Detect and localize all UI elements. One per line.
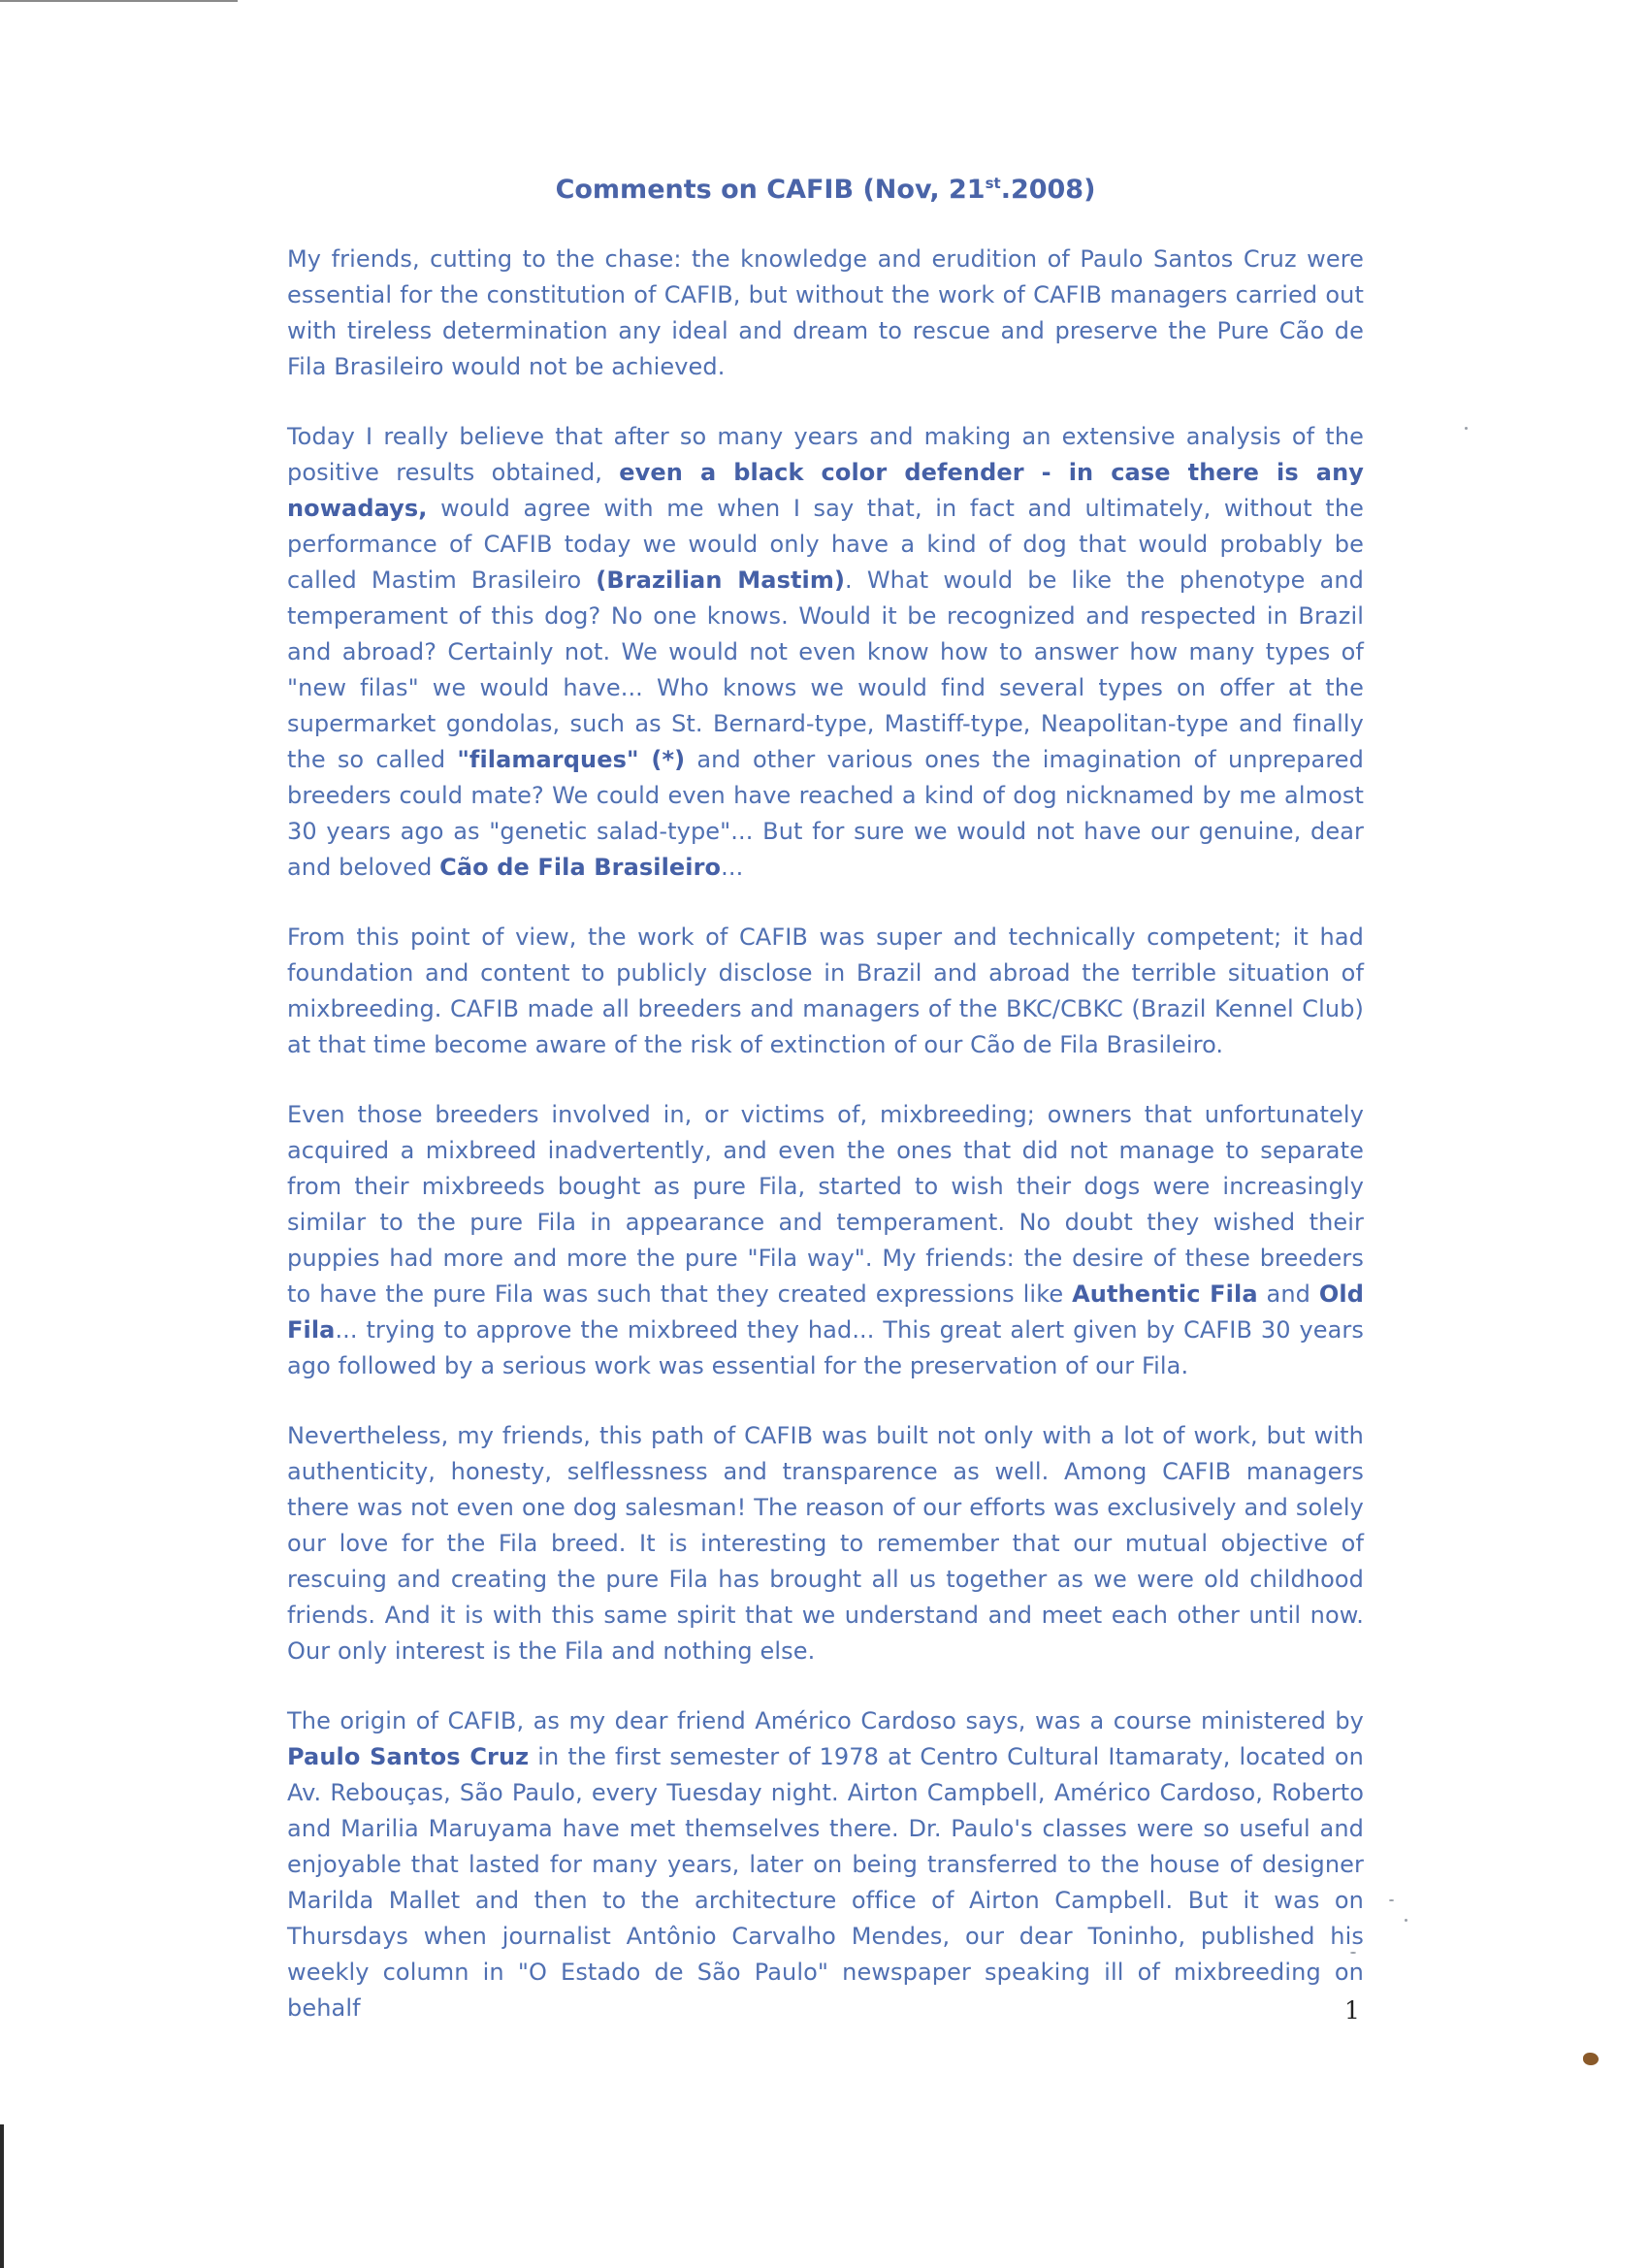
- title-suffix: .2008): [1000, 175, 1096, 205]
- text-run: Today I really believe that after so many years and making an extensive analysis of the positive results obtained,: [287, 423, 1364, 486]
- text-run: The origin of CAFIB, as my dear friend Américo Cardoso says, was a course ministered by: [287, 1707, 1364, 1734]
- scan-edge-top: [0, 0, 238, 2]
- bold-run: "filamarques" (*): [457, 746, 686, 773]
- paragraph-5: Nevertheless, my friends, this path of CAFIB was built not only with a lot of work, but with authenticity, honesty, selflessness and transparence as well. Among CAFIB managers there was not even one dog salesman! The reason of our efforts was exclusively and solely our love for the Fila breed. It is interesting to remember that our mutual objective of rescuing and creating the pure Fila has brought all us together as we were old childhood friends. And it is with this same spirit that we understand and meet each other until now. Our only interest is the Fila and nothing else.: [287, 1422, 1364, 1665]
- bold-run: Authentic Fila: [1072, 1280, 1258, 1308]
- document-page: [287, 175, 1364, 2060]
- paragraph-6: [287, 1703, 1364, 2026]
- page-number: 1: [1344, 1996, 1360, 2025]
- paragraph-2: [287, 419, 1364, 886]
- text-run: ...: [721, 854, 744, 881]
- text-run: in the first semester of 1978 at Centro Cultural Itamaraty, located on Av. Rebouças, São Paulo, every Tuesday night. Airton Campbell, Américo Cardoso, Roberto and Marilia Maruyama have met themselves there. Dr. Paulo's classes were so useful and enjoyable that lasted for many years, later on being transferred to the house of designer Marilda Mallet and then to the architecture office of Airton Campbell. But it was on Thursdays when journalist Antônio Carvalho Mendes, our dear Toninho, published his weekly column in "O Estado de São Paulo" newspaper speaking ill of mixbreeding on behalf: [287, 1743, 1364, 2022]
- document-title: [287, 175, 1364, 205]
- scan-edge-left: [0, 2124, 4, 2268]
- text-run: and: [1257, 1280, 1319, 1308]
- bold-run: Old Fila: [287, 1280, 1364, 1344]
- scan-speck: [1465, 427, 1468, 430]
- scan-stain: [1583, 2053, 1599, 2065]
- title-superscript: st: [985, 175, 1001, 192]
- text-run: Even those breeders involved in, or victims of, mixbreeding; owners that unfortunately acquired a mixbreed inadvertently, and even the ones that did not manage to separate from their mixbreeds bought as pure Fila, started to wish their dogs were increasingly similar to the pure Fila in appearance and temperament. No doubt they wished their puppies had more and more the pure "Fila way". My friends: the desire of these breeders to have the pure Fila was such that they created expressions like: [287, 1101, 1364, 1308]
- paragraph-1: My friends, cutting to the chase: the knowledge and erudition of Paulo Santos Cruz were essential for the constitution of CAFIB, but without the work of CAFIB managers carried out with tireless determination any ideal and dream to rescue and preserve the Pure Cão de Fila Brasileiro would not be achieved.: [287, 245, 1364, 380]
- bold-run: even a black color defender - in case there is any nowadays,: [287, 459, 1364, 522]
- paragraph-4: [287, 1097, 1364, 1384]
- paragraph-3: From this point of view, the work of CAFIB was super and technically competent; it had foundation and content to publicly disclose in Brazil and abroad the terrible situation of mixbreeding. CAFIB made all breeders and managers of the BKC/CBKC (Brazil Kennel Club) at that time become aware of the risk of extinction of our Cão de Fila Brasileiro.: [287, 923, 1364, 1058]
- text-run: would agree with me when I say that, in fact and ultimately, without the performance of CAFIB today we would only have a kind of dog that would probably be called Mastim Brasileiro: [287, 495, 1364, 594]
- text-run: ... trying to approve the mixbreed they had... This great alert given by CAFIB 30 years ago followed by a serious work was essential for the preservation of our Fila.: [287, 1316, 1364, 1379]
- bold-run: (Brazilian Mastim): [596, 567, 846, 594]
- scan-speck: [1405, 1919, 1407, 1922]
- scan-speck: [1389, 1899, 1394, 1901]
- bold-run: Cão de Fila Brasileiro: [439, 854, 722, 881]
- title-prefix: Comments on CAFIB (Nov, 21: [555, 175, 986, 205]
- bold-run: Paulo Santos Cruz: [287, 1743, 530, 1770]
- text-run: and other various ones the imagination of unprepared breeders could mate? We could even have reached a kind of dog nicknamed by me almost 30 years ago as "genetic salad-type"... But for sure we would not have our genuine, dear and beloved: [287, 746, 1364, 881]
- text-run: . What would be like the phenotype and temperament of this dog? No one knows. Would it be recognized and respected in Brazil and abroad? Certainly not. We would not even know how to answer how many types of "new filas" we would have... Who knows we would find several types on offer at the supermarket gondolas, such as St. Bernard-type, Mastiff-type, Neapolitan-type and finally the so called: [287, 567, 1365, 773]
